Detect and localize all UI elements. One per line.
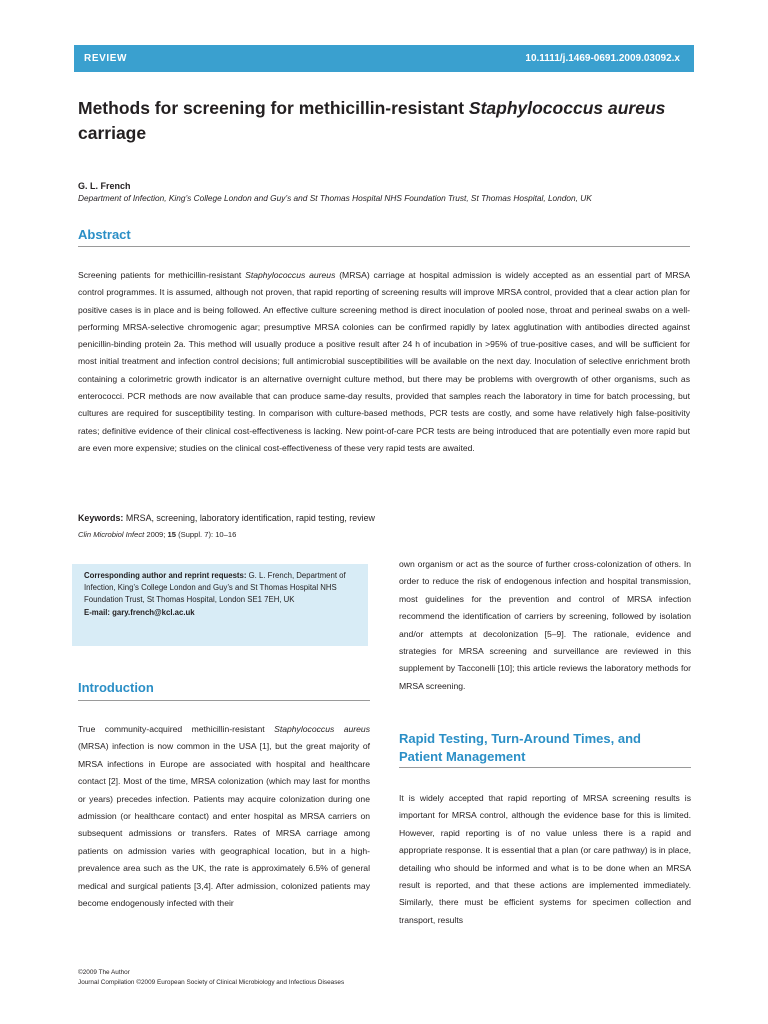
keywords-label: Keywords:	[78, 513, 124, 523]
citation-year: 2009;	[144, 530, 168, 539]
title-part1: Methods for screening for methicillin-resistant	[78, 98, 469, 118]
article-type-label: REVIEW	[84, 53, 128, 64]
keywords-line	[78, 513, 375, 523]
corresponding-email[interactable]: E-mail: gary.french@kcl.ac.uk	[84, 607, 195, 617]
author-affiliation: Department of Infection, King’s College London and Guy’s and St Thomas Hospital NHS Foundation Trust, St Thomas Hospital, London, UK	[78, 193, 592, 203]
rapid-testing-rule	[399, 767, 691, 768]
article-title	[78, 96, 678, 146]
title-italic: Staphylococcus aureus	[468, 98, 666, 118]
introduction-rule	[78, 700, 370, 701]
keywords-text: MRSA, screening, laboratory identification, rapid testing, review	[123, 513, 375, 523]
footer-compilation: Journal Compilation ©2009 European Society of Clinical Microbiology and Infectious Diseases	[78, 979, 345, 986]
corresponding-author-box	[72, 564, 368, 646]
intro-italic: Staphylococcus aureus	[274, 724, 370, 734]
abstract-rule	[78, 246, 690, 247]
abstract-text-1: Screening patients for methicillin-resistant	[78, 270, 246, 280]
citation-line	[78, 530, 236, 539]
corresponding-label: Corresponding author and reprint requests:	[84, 571, 247, 580]
journal-header-bar	[74, 45, 694, 72]
citation-pages: (Suppl. 7): 10–16	[175, 530, 237, 539]
introduction-heading: Introduction	[78, 680, 154, 695]
citation-volume: 15	[167, 530, 176, 539]
rapid-testing-body: It is widely accepted that rapid reporting of MRSA screening results is important for MRSA control, although the evidence base for this is limited. However, rapid reporting is of no value unless there is a rapid and appropriate response. It is essential that a plan (or care pathway) is in place, detailing who should be informed and what is to be done when an MRSA result is reported, and that these actions are implemented immediately. Similarly, there must be efficient systems for specimen collection and transport, results	[399, 793, 691, 925]
rapid-heading-line1: Rapid Testing, Turn-Around Times, and	[399, 731, 641, 746]
abstract-text-2: (MRSA) carriage at hospital admission is widely accepted as an essential part of MRSA control programmes. It is assumed, although not proven, that rapid reporting of screening results will improve MRSA control, provided that a clear action plan for positive cases is in place and is being followed. An effective culture screening method is direct inoculation of pooled nose, throat and perineal swabs on a well-performing MRSA-selective chromogenic agar; presumptive MRSA colonies can be confirmed rapidly by latex agglutination with antibodies directed against penicillin-binding protein 2a. This method will usually produce a positive result after 24 h of incubation in >95% of true-positive cases, and will be sufficient for most initial treatment and infection control decisions; full antimicrobial susceptibilities will be available on the next day. Inoculation of selective enrichment broth containing a colorimetric growth indicator is an alternative overnight culture method, but there may be problems with overgrowth of other organisms, such as enterococci. PCR methods are now available that can produce same-day results, provided that samples reach the laboratory in time for batch processing, but cultures are required for susceptibility testing. In comparison with culture-based methods, PCR tests are costly, and some have relatively high false-positivity rates; definitive evidence of their clinical cost-effectiveness is lacking. New point-of-care PCR tests are being introduced that are potentially even more rapid but are even more expensive; studies on the clinical cost-effectiveness of these very rapid tests are awaited.	[78, 270, 691, 453]
author-list: G. L. French	[78, 181, 131, 191]
rapid-heading-line2: Patient Management	[399, 749, 526, 764]
abstract-italic: Staphylococcus aureus	[245, 270, 336, 280]
corresponding-author-text	[84, 570, 356, 619]
introduction-body	[78, 721, 370, 912]
citation-journal: Clin Microbiol Infect	[78, 530, 145, 539]
footer-copyright: ©2009 The Author	[78, 969, 130, 976]
intro-text-1: True community-acquired methicillin-resistant	[78, 724, 275, 734]
doi-link[interactable]: 10.1111/j.1469-0691.2009.03092.x	[525, 53, 680, 64]
abstract-body	[78, 267, 690, 457]
intro-text-2: (MRSA) infection is now common in the USA [1], but the great majority of MRSA infections in Europe are associated with hospital and healthcare contact [2]. Most of the time, MRSA colonization (which may last for months or years) precedes infection. Patients may acquire colonization during one admission (or healthcare contact) and enter hospital as MRSA carriers on subsequent admissions or transfers. Rates of MRSA carriage among patients on admission varies with geographical location, but in a high-prevalence area such as the UK, the rate is approximately 6.5% of general medical and surgical patients [3,4]. After admission, colonized patients may become endogenously infected with their	[78, 741, 370, 909]
abstract-heading: Abstract	[78, 227, 131, 242]
corresponding-address: G. L. French, Department of Infection, King’s College London and Guy’s and St Thomas Hospital NHS Foundation Trust, St Thomas Hospital, London SE1 7EH, UK	[84, 571, 346, 605]
title-part2: carriage	[78, 123, 147, 143]
rapid-testing-heading	[399, 730, 641, 766]
right-column-paragraph: own organism or act as the source of further cross-colonization of others. In order to reduce the risk of endogenous infection and hospital transmission, most guidelines for the prevention and control of MRSA infection recommend the identification of carriers by screening, followed by isolation and/or attempts at decolonization [5–9]. The rationale, evidence and strategies for MRSA screening and surveillance are reviewed in this supplement by Tacconelli [10]; this article reviews the laboratory methods for MRSA screening.	[399, 559, 691, 691]
page-footer	[78, 968, 344, 988]
